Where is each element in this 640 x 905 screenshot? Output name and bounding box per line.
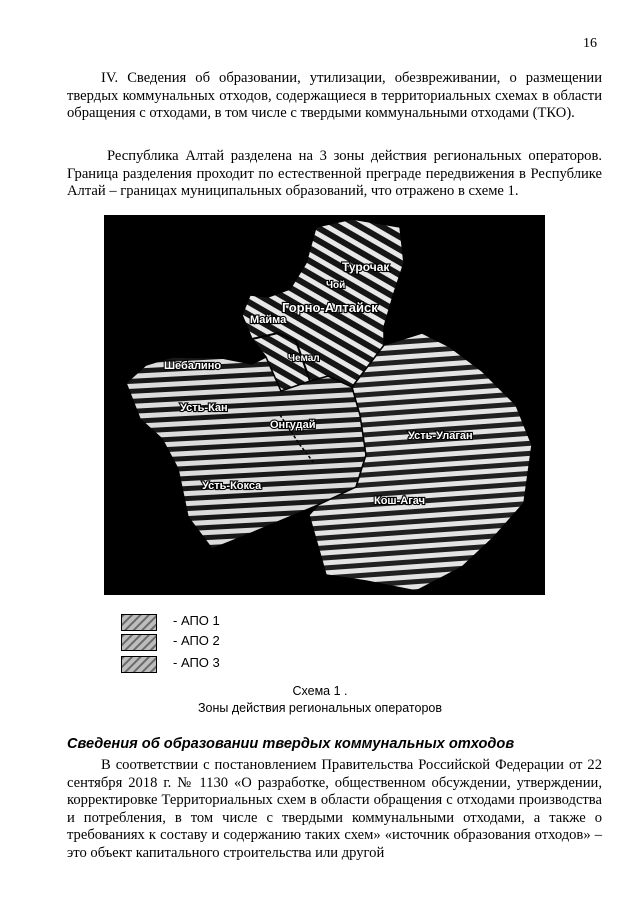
label-ongudai: Онгудай [270,419,316,431]
hatch-swatch-icon [122,657,156,672]
label-shebalino: Шебалино [164,360,222,372]
label-choya: Чой [326,280,346,291]
label-chemal: Чемал [288,353,320,364]
legend-label: - АПО 1 [173,613,220,628]
hatch-swatch-icon [122,615,156,630]
label-mayma: Майма [250,314,287,326]
hatch-swatch-icon [122,635,156,650]
legend-label: - АПО 3 [173,655,220,670]
label-gorno-altaysk: Горно-Алтайск [282,300,378,315]
label-ust-kan: Усть-Кан [180,402,228,414]
zones-paragraph: Республика Алтай разделена на 3 зоны действия региональных операторов. Граница разделения проходит по естественной преграде передвижения в Республике Алтай – границах муниципальных образований, что отражено в схеме 1. [67,148,602,200]
body-paragraph: В соответствии с постановлением Правительства Российской Федерации от 22 сентября 2018 г. № 1130 «О разработке, общественном обсуждении, утверждении, корректировке Территориальных схем в области обращения с отходами производства и потребления, в том числе с твердыми коммунальными отходами, а также о требованиях к составу и содержанию таких схем» «источник образования отходов» – это объект капитального строительства или другой [67,757,602,861]
section-paragraph: IV. Сведения об образовании, утилизации, обезвреживании, о размещении твердых коммунальных отходов, содержащиеся в территориальных схемах в области обращения с отходами, в том числе с твердыми коммунальными отходами (ТКО). [67,70,602,122]
page-number: 16 [583,36,597,51]
legend-swatch [121,634,157,651]
label-ust-koksa: Усть-Кокса [202,480,262,492]
legend-swatch [121,614,157,631]
caption-text: Зоны действия региональных операторов [198,701,442,715]
legend-swatch [121,656,157,673]
legend-label: - АПО 2 [173,633,220,648]
zones-map [104,215,545,595]
section-heading: Сведения об образовании твердых коммунальных отходов [67,736,515,752]
label-turochak: Турочак [342,260,390,274]
label-kosh-agach: Кош-Агач [374,495,426,507]
caption-title: Схема 1 . [292,684,348,698]
label-ust-ulagan: Усть-Улаган [408,430,473,442]
